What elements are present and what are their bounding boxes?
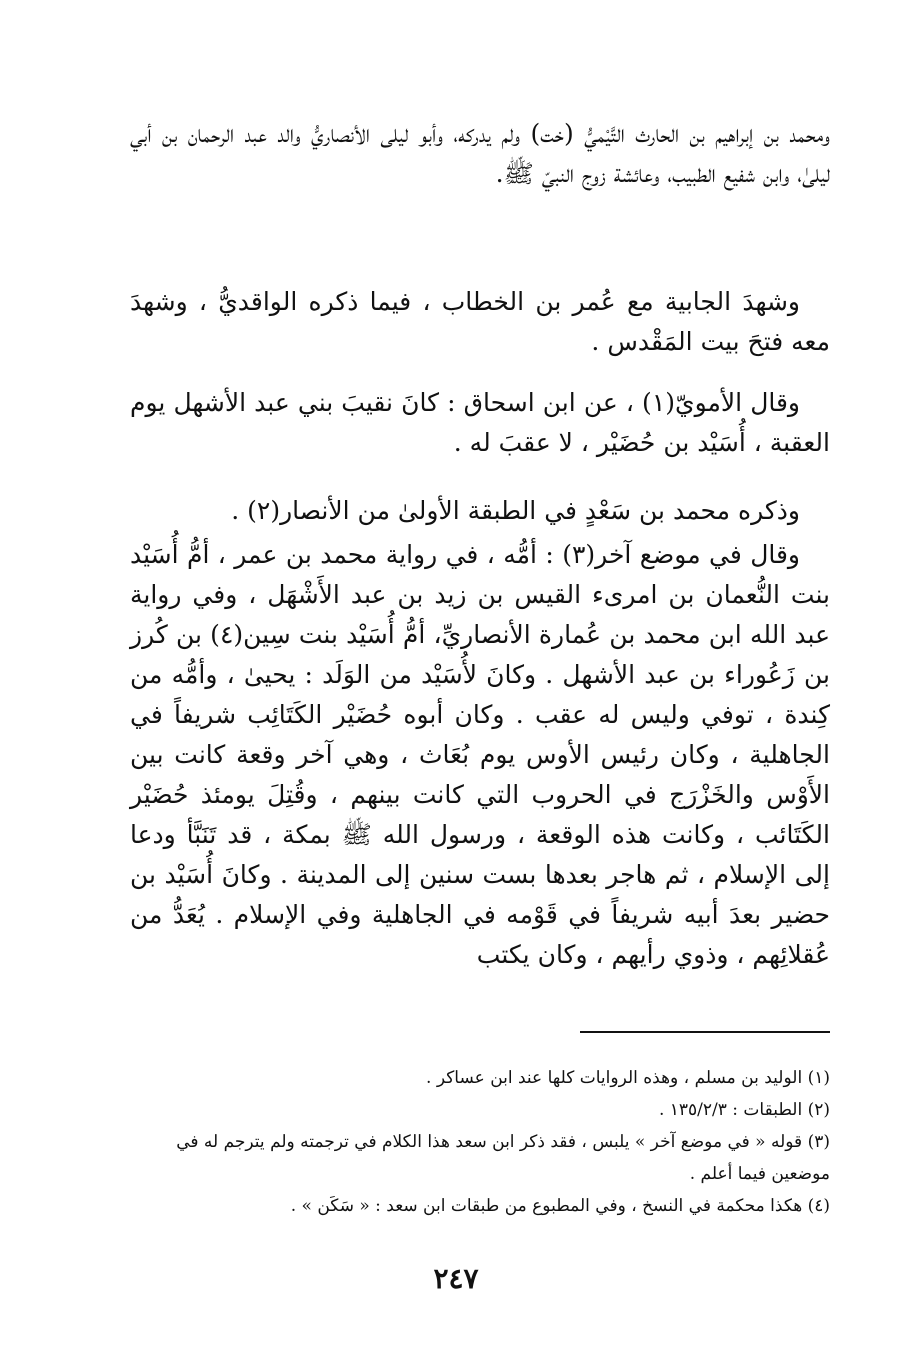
- paragraph-umawi: وقال الأمويّ(١) ، عن ابن اسحاق : كانَ نقيبَ بني عبد الأشهل يوم العقبة ، أُسَيْد بن حُضَيْر ، لا عقبَ له .: [130, 388, 830, 457]
- paragraph-jabiya: وشهدَ الجابية مع عُمر بن الخطاب ، فيما ذكره الواقديُّ ، وشهدَ معه فتحَ بيت المَقْدس .: [130, 287, 830, 356]
- footnote-2: (٢) الطبقات : ١٣٥/٢/٣ .: [658, 1100, 830, 1120]
- footnote-1: (١) الوليد بن مسلم ، وهذه الروايات كلها عند ابن عساكر .: [426, 1068, 830, 1088]
- paragraph-ibn-saad: وذكره محمد بن سَعْدٍ في الطبقة الأولىٰ من الأنصار(٢) .: [231, 496, 800, 525]
- footnote-4: (٤) هكذا محكمة في النسخ ، وفي المطبوع من طبقات ابن سعد : « سَكَن » .: [290, 1196, 830, 1216]
- paragraph-lineage: وقال في موضع آخر(٣) : أمُّه ، في رواية محمد بن عمر ، أمُّ أُسَيْد بنت النُّعمان بن امرىء القيس بن زيد بن عبد الأَشْهَل ، وفي رواية عبد الله ابن محمد بن عُمارة الأنصاريِّ، أمُّ أُسَيْد بنت سِين(٤) بن كُرز بن زَعُوراء بن عبد الأشهل . وكانَ لأُسَيْد من الوَلَد : يحيىٰ ، وأمُّه من كِندة ، توفي وليس له عقب . وكان أبوه حُضَيْر الكَتَائِب شريفاً في الجاهلية ، وكان رئيس الأوس يوم بُعَاث ، وهي آخر وقعة كانت بين الأَوْس والخَزْرَج في الحروب التي كانت بينهم ، وقُتِلَ يومئذ حُضَيْر الكَتَائب ، وكانت هذه الوقعة ، ورسول الله ﷺ بمكة ، قد تَنَبَّأ ودعا إلى الإسلام ، ثم هاجر بعدها بست سنين إلى المدينة . وكانَ أُسَيْد بن حضير بعدَ أبيه شريفاً في قَوْمه في الجاهلية وفي الإسلام . يُعَدُّ من عُقلائِهم ، وذوي رأيهم ، وكان يكتب: [130, 540, 830, 969]
- footnotes: [130, 1062, 830, 1222]
- page-number: ٢٤٧: [433, 1262, 479, 1295]
- footnote-3: (٣) قوله « في موضع آخر » يلبس ، فقد ذكر ابن سعد هذا الكلام في ترجمته ولم يترجم له في موضعين فيما أعلم .: [176, 1132, 830, 1184]
- paragraph-narrators: ومحمد بن إبراهيم بن الحارث التَّيْميُّ (خت) ولم يدركه، وأبو ليلى الأنصاريُّ والد عبد الرحمان بن أبي ليلىٰ، وابن شفيع الطبيب، وعائشة زوج النبيّ ﷺ.: [130, 119, 830, 188]
- footnote-separator: [580, 1031, 830, 1033]
